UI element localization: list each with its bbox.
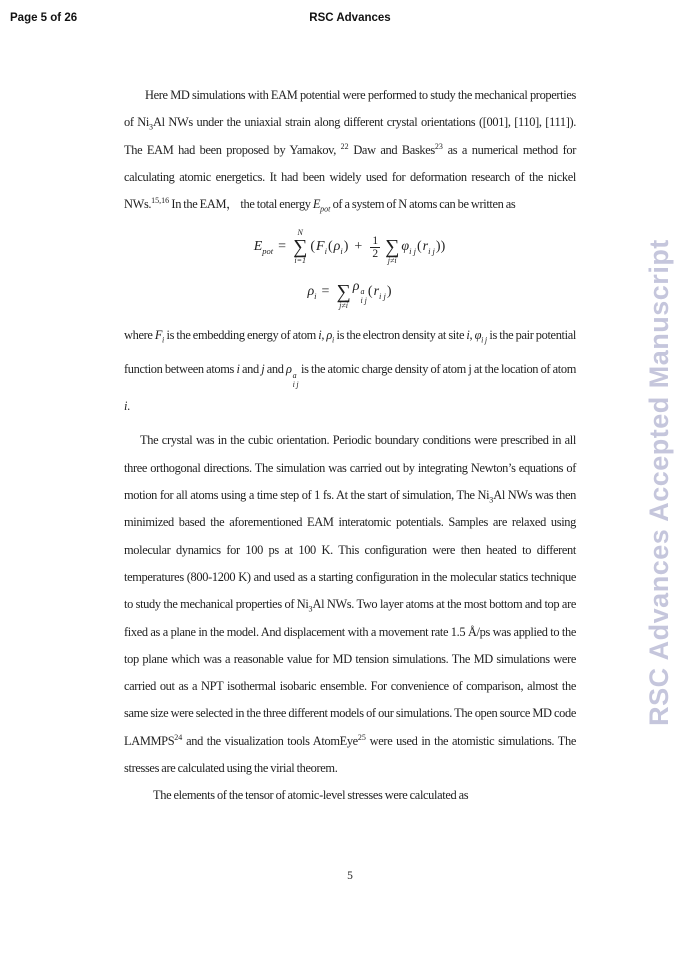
sum-upper-limit: N bbox=[297, 227, 303, 237]
paragraph-simulation-details bbox=[124, 427, 576, 782]
paren: )) bbox=[435, 239, 446, 255]
text-run: where bbox=[124, 328, 155, 343]
text-run: Al NWs was then minimized based the aforementioned EAM interatomic potentials. Samples are relaxed using molecular dynamics for 100 ps at 100 K. This configuration were then heated to different temperatures (800-1200 K) and used as a starting configuration in the molecular statics technique to study the mechanical properties of Ni bbox=[124, 488, 576, 612]
text-run: The elements of the tensor of atomic-level stresses were calculated as bbox=[153, 788, 469, 803]
text-run: F bbox=[154, 328, 163, 343]
math-var: r bbox=[422, 239, 429, 255]
equals-sign: = bbox=[278, 239, 287, 255]
summation-symbol bbox=[385, 229, 399, 266]
math-var: ρ bbox=[352, 278, 360, 294]
paragraph-intro bbox=[124, 82, 576, 218]
fraction-denominator: 2 bbox=[372, 247, 379, 260]
text-run: of a system of N atoms can be written as bbox=[330, 197, 516, 212]
text-run: is the embedding energy of atom bbox=[164, 328, 319, 343]
text-run: i j bbox=[481, 335, 488, 345]
text-run: , bbox=[469, 328, 475, 343]
math-supsub: a i j bbox=[360, 287, 367, 306]
math-var: ρ bbox=[333, 239, 341, 255]
body-column bbox=[124, 82, 576, 810]
text-run: E bbox=[312, 197, 321, 212]
text-run: The crystal was in the cubic orientation. Periodic boundary conditions were prescribed in all three orthogonal directions. The simulation was carried out by integrating Newton’s equations of motion for all atoms using a time step of 1 fs. At the start of simulation, The Ni bbox=[124, 433, 576, 503]
text-run: and bbox=[239, 362, 262, 377]
page-number-footer: 5 bbox=[347, 870, 353, 882]
paren: ( bbox=[367, 284, 373, 300]
text-run: i bbox=[466, 328, 470, 343]
journal-title-header: RSC Advances bbox=[309, 12, 391, 24]
text-run: φ bbox=[474, 328, 482, 343]
sigma-glyph: ∑ bbox=[293, 235, 308, 258]
text-run: as a numerical method for calculating atomic energetics. It had been widely used for deformation research of the nickel NWs. bbox=[124, 142, 576, 212]
paragraph-stress-tensor-intro bbox=[124, 782, 576, 809]
text-run: Al NWs under the uniaxial strain along different crystal orientations ([001], [110], [111]). The EAM had been proposed by Yamakov, bbox=[124, 115, 577, 157]
text-run: 3 bbox=[308, 604, 313, 614]
paren: ) bbox=[386, 284, 392, 300]
math-sub: pot bbox=[262, 246, 274, 257]
text-run: 3 bbox=[489, 495, 494, 505]
paren: ( bbox=[310, 239, 316, 255]
plus-sign: + bbox=[354, 239, 363, 255]
text-run: In the EAM， the total energy bbox=[169, 197, 313, 212]
paren: ) bbox=[343, 239, 349, 255]
summation-symbol bbox=[293, 229, 307, 266]
math-var: F bbox=[316, 239, 325, 255]
summation-symbol bbox=[336, 274, 350, 311]
math-sub: i bbox=[340, 246, 343, 257]
text-run: 22 bbox=[340, 141, 349, 151]
text-run: 24 bbox=[174, 732, 183, 742]
math-var: φ bbox=[401, 239, 410, 255]
equation-electron-density bbox=[124, 272, 576, 312]
math-sub: i j bbox=[428, 246, 435, 257]
text-run: , bbox=[321, 328, 327, 343]
paragraph-definitions bbox=[124, 318, 576, 423]
paren: ( bbox=[416, 239, 422, 255]
text-run: a i j bbox=[292, 370, 299, 389]
sum-lower-limit: j≠i bbox=[339, 300, 348, 310]
math-var: ρ bbox=[307, 284, 315, 300]
text-run: were used in the atomistic simulations. The stresses are calculated using the virial theorem. bbox=[124, 733, 577, 776]
watermark-text: RSC Advances Accepted Manuscript bbox=[644, 239, 674, 726]
text-run: 23 bbox=[434, 141, 443, 151]
equals-sign: = bbox=[321, 284, 330, 300]
math-var: E bbox=[253, 239, 263, 255]
text-run: . bbox=[127, 399, 130, 414]
sigma-glyph: ∑ bbox=[336, 280, 351, 303]
text-run: and bbox=[264, 362, 287, 377]
sum-lower-limit: j≠i bbox=[387, 255, 397, 265]
text-run: ρ bbox=[326, 328, 332, 343]
paren: ( bbox=[327, 239, 333, 255]
text-run: Al NWs. Two layer atoms at the most bottom and top are fixed as a plane in the model. And displacement with a movement rate 1.5 Å/ps was applied to the top plane which was a reasonable value for MD tension simulations. The MD simulations were carried out as a NPT isothermal isobaric ensemble. For convenience of comparison, almost the same size were selected in the three different models of our simulations. The open source MD code LAMMPS bbox=[124, 597, 576, 748]
sum-lower-limit: i=1 bbox=[294, 255, 307, 265]
equation-total-energy bbox=[124, 222, 576, 272]
text-run: 15,16 bbox=[151, 196, 170, 206]
math-var: r bbox=[373, 284, 380, 300]
text-run: 3 bbox=[149, 122, 153, 132]
text-run: i bbox=[162, 335, 165, 345]
text-run: is the electron density at site bbox=[334, 328, 467, 343]
sigma-glyph: ∑ bbox=[385, 235, 400, 258]
fraction-numerator: 1 bbox=[372, 234, 379, 247]
math-sub: i bbox=[314, 291, 317, 302]
text-run: pot bbox=[320, 204, 331, 214]
text-run: is the pair potential function between atoms bbox=[124, 328, 576, 377]
text-run: is the atomic charge density of atom j at the location of atom bbox=[298, 362, 576, 377]
text-run: ρ bbox=[286, 362, 292, 377]
fraction-one-half bbox=[370, 235, 380, 260]
equations-block bbox=[124, 222, 576, 312]
math-sub: i j bbox=[379, 291, 386, 302]
text-run: Here MD simulations with EAM potential were performed to study the mechanical properties of Ni bbox=[124, 88, 576, 130]
text-run: i bbox=[236, 362, 240, 377]
text-run: Daw and Baskes bbox=[348, 142, 435, 157]
page-header-left: Page 5 of 26 bbox=[10, 12, 78, 24]
math-sub: i bbox=[324, 246, 327, 257]
text-run: 25 bbox=[357, 732, 366, 742]
text-run: i bbox=[124, 399, 128, 414]
text-run: and the visualization tools AtomEye bbox=[182, 733, 358, 748]
text-run: j bbox=[261, 362, 265, 377]
math-sub: i j bbox=[409, 246, 416, 257]
text-run: i bbox=[318, 328, 322, 343]
text-run: i bbox=[332, 335, 335, 345]
